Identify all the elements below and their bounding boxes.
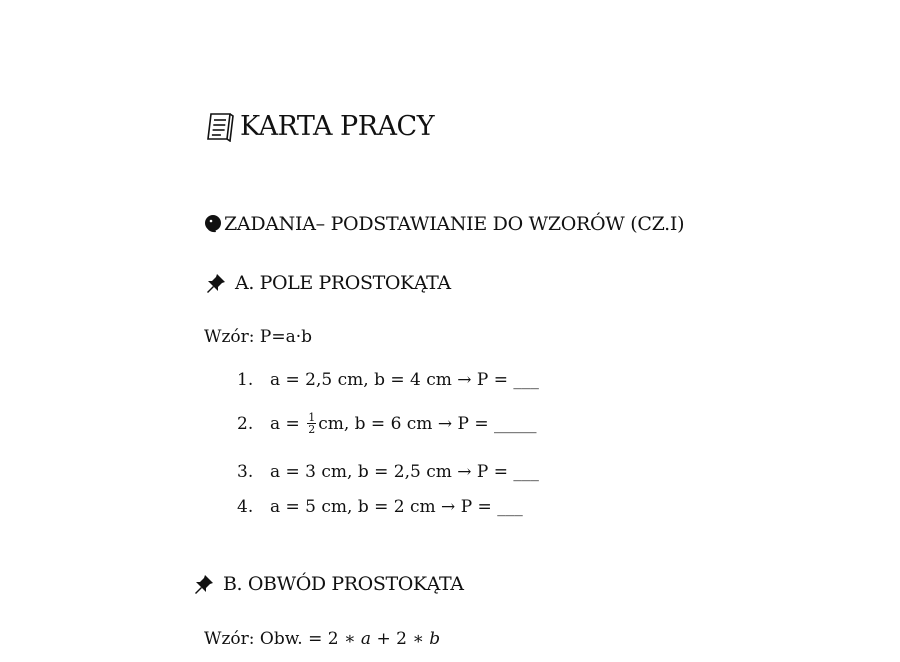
- formula-variable-b: b: [429, 629, 441, 649]
- item-number: 3.: [237, 462, 254, 482]
- list-item: [237, 462, 539, 482]
- title-text: KARTA PRACY: [240, 110, 435, 142]
- pushpin-icon: [205, 272, 227, 294]
- list-item: [237, 412, 536, 435]
- section-b-heading: [193, 573, 464, 595]
- memo-icon: [206, 110, 236, 142]
- item-text-pre: a =: [270, 413, 306, 434]
- section-b-formula: [204, 629, 440, 649]
- section-b-heading-text: B. OBWÓD PROSTOKĄTA: [223, 573, 464, 595]
- pushpin-icon: [193, 573, 215, 595]
- item-number: 4.: [237, 497, 254, 517]
- fraction-numerator: 1: [308, 411, 316, 424]
- formula-prefix: Wzór: Obw. =: [204, 629, 328, 649]
- section-a-heading-text: A. POLE PROSTOKĄTA: [235, 272, 451, 294]
- worksheet-subtitle: [203, 213, 684, 235]
- item-number: 2.: [237, 413, 254, 434]
- fraction-denominator: 2: [308, 423, 316, 436]
- item-number: 1.: [237, 370, 254, 390]
- item-text: a = 5 cm, b = 2 cm → P = ___: [270, 497, 523, 517]
- subtitle-text: ZADANIA– PODSTAWIANIE DO WZORÓW (CZ.I): [224, 213, 685, 235]
- item-text: a = 2,5 cm, b = 4 cm → P = ___: [270, 370, 539, 390]
- list-item: [237, 497, 523, 517]
- formula-variable-a: a: [360, 629, 372, 649]
- worksheet-title: [206, 110, 434, 142]
- thinking-head-icon: [203, 214, 223, 234]
- fraction: [307, 412, 316, 435]
- formula-part: + 2 ∗: [371, 629, 430, 649]
- item-text: a = 3 cm, b = 2,5 cm → P = ___: [270, 462, 539, 482]
- section-a-formula: Wzór: P=a·b: [204, 327, 313, 347]
- item-text-post: cm, b = 6 cm → P = _____: [318, 413, 537, 434]
- list-item: [237, 370, 539, 390]
- section-a-heading: [205, 272, 451, 294]
- formula-part: 2 ∗: [327, 629, 361, 649]
